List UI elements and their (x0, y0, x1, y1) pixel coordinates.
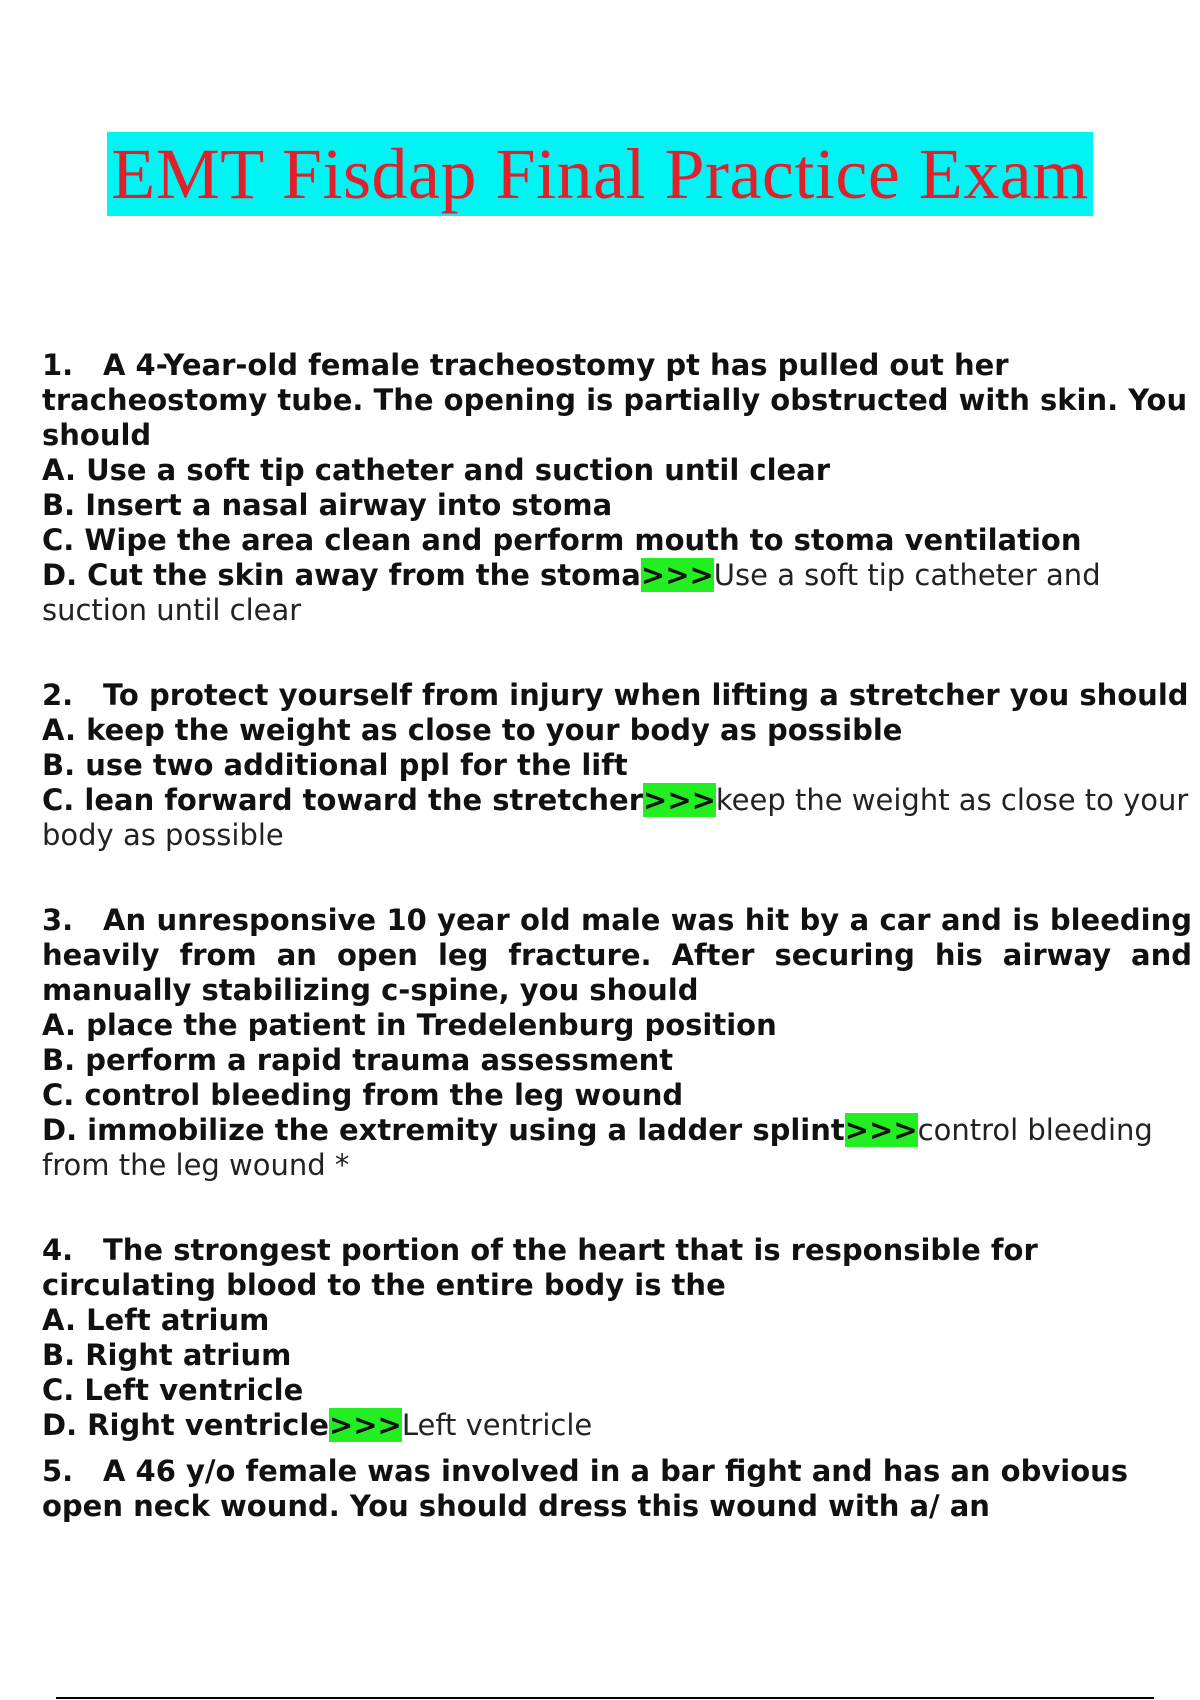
answer-text: Left ventricle (401, 1408, 593, 1442)
question-1 (42, 348, 1192, 628)
option-c: C. Left ventricle (42, 1373, 304, 1407)
question-number: 5. (42, 1454, 74, 1488)
option-b: B. Right atrium (42, 1338, 292, 1372)
option-d: D. Right ventricle (42, 1408, 329, 1442)
question-number: 1. (42, 348, 74, 382)
question-stem: To protect yourself from injury when lifting a stretcher you should (103, 678, 1189, 712)
option-c: C. control bleeding from the leg wound (42, 1078, 684, 1112)
question-3 (42, 903, 1192, 1183)
answer-text: control bleeding from the leg wound * (42, 1113, 1153, 1182)
question-stem: An unresponsive 10 year old male was hit by a car and is bleeding heavily from an open leg fracture. After securing his airway and manually stabilizing c-spine, you should (42, 903, 1192, 1007)
option-c: C. lean forward toward the stretcher (42, 783, 644, 817)
question-list (42, 348, 1192, 1524)
question-stem: A 46 y/o female was involved in a bar fight and has an obvious open neck wound. You should dress this wound with a/ an (42, 1454, 1129, 1523)
option-a: A. Use a soft tip catheter and suction until clear (42, 453, 831, 487)
question-number: 2. (42, 678, 74, 712)
option-a: A. place the patient in Tredelenburg position (42, 1008, 777, 1042)
option-d: D. immobilize the extremity using a ladder splint (42, 1113, 845, 1147)
question-stem: A 4-Year-old female tracheostomy pt has pulled out her tracheostomy tube. The opening is partially obstructed with skin. You should (42, 348, 1188, 452)
option-a: A. keep the weight as close to your body as possible (42, 713, 903, 747)
option-b: B. Insert a nasal airway into stoma (42, 488, 613, 522)
option-a: A. Left atrium (42, 1303, 270, 1337)
option-c: C. Wipe the area clean and perform mouth to stoma ventilation (42, 523, 1082, 557)
answer-text: keep the weight as close to your body as possible (42, 783, 1189, 852)
question-2 (42, 678, 1192, 853)
answer-marker: >>> (640, 558, 714, 592)
question-number: 3. (42, 903, 74, 937)
question-5 (42, 1454, 1192, 1524)
question-stem: The strongest portion of the heart that is responsible for circulating blood to the entire body is the (42, 1233, 1038, 1302)
answer-marker: >>> (643, 783, 716, 817)
option-b: B. use two additional ppl for the lift (42, 748, 628, 782)
page-divider (56, 1697, 1154, 1699)
question-4 (42, 1233, 1192, 1443)
question-number: 4. (42, 1233, 74, 1267)
option-b: B. perform a rapid trauma assessment (42, 1043, 674, 1077)
title-banner (0, 132, 1200, 216)
answer-marker: >>> (328, 1408, 402, 1442)
answer-marker: >>> (844, 1113, 918, 1147)
answer-text: Use a soft tip catheter and suction until clear (42, 558, 1101, 627)
option-d: D. Cut the skin away from the stoma (42, 558, 641, 592)
document-title: EMT Fisdap Final Practice Exam (107, 132, 1093, 216)
